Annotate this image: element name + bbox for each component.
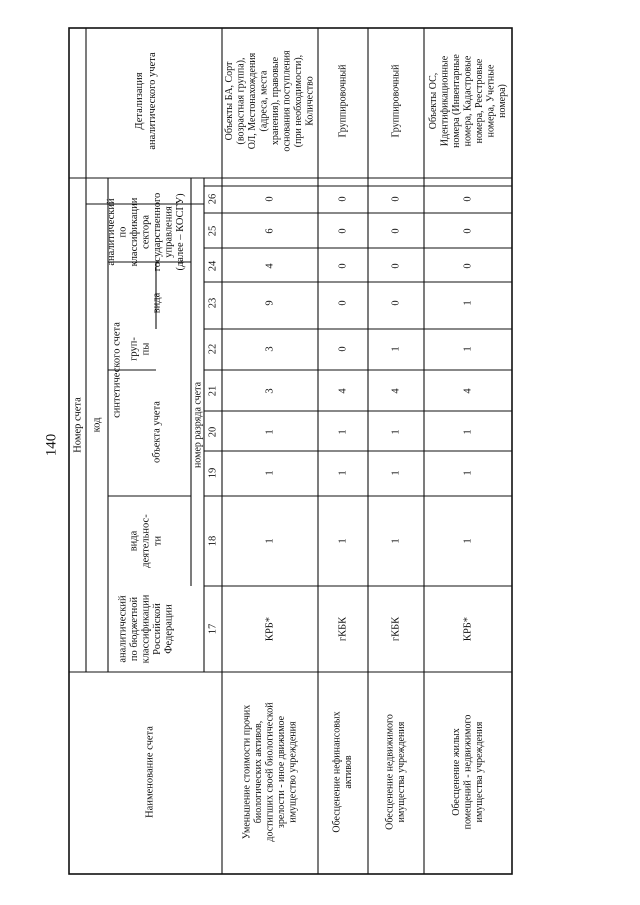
page-number: 140 bbox=[43, 433, 60, 457]
column-number: 23 bbox=[207, 297, 219, 309]
row-cell: 3 bbox=[264, 388, 276, 394]
row-cell: 1 bbox=[337, 470, 349, 476]
row-cell: 1 bbox=[462, 429, 474, 435]
column-number: 17 bbox=[207, 623, 219, 635]
row-detail: ОЛ, Местонахождения bbox=[247, 52, 259, 150]
table-row bbox=[332, 64, 355, 833]
header-kosgu-line: сектора bbox=[140, 214, 152, 250]
row-account-name: биологических активов, bbox=[252, 720, 264, 824]
header-detail-line: аналитического учета bbox=[146, 52, 158, 150]
row-cell: 4 bbox=[462, 388, 474, 394]
row-account-name: достигших своей биологической bbox=[264, 702, 276, 842]
row-detail: (при необходимости), bbox=[293, 54, 305, 148]
row-cell: 4 bbox=[337, 388, 349, 394]
row-cell: 6 bbox=[264, 228, 276, 234]
table-row bbox=[428, 54, 508, 830]
header-group bbox=[128, 337, 151, 361]
row-cell: гКБК bbox=[390, 616, 402, 642]
row-detail: номера, Кадастровые bbox=[462, 55, 474, 147]
row-cell: 1 bbox=[337, 429, 349, 435]
row-cell: гКБК bbox=[337, 616, 349, 642]
header-kosgu-line: аналитический bbox=[105, 198, 117, 266]
row-account-name: помещений - недвижимого bbox=[462, 714, 474, 830]
row-detail: основания поступления bbox=[281, 50, 293, 152]
row-cell: 0 bbox=[337, 300, 349, 306]
header-analytic-budget-line: классификации bbox=[140, 594, 152, 664]
row-cell: 0 bbox=[337, 228, 349, 234]
row-account-name: Обесценение недвижимого bbox=[384, 714, 396, 830]
row-cell: 0 bbox=[462, 228, 474, 234]
header-kosgu-line: государственного bbox=[151, 192, 163, 272]
row-cell: 4 bbox=[390, 388, 402, 394]
row-cell: 0 bbox=[390, 263, 402, 269]
row-cell: 0 bbox=[337, 346, 349, 352]
header-detail bbox=[134, 52, 158, 150]
row-cell: 1 bbox=[264, 538, 276, 544]
row-account-name: Обесценение нефинансовых bbox=[331, 711, 343, 833]
row-cell: 0 bbox=[462, 196, 474, 202]
column-number-row bbox=[207, 194, 218, 635]
header-activity-type-line: ти bbox=[152, 535, 164, 547]
header-digit-number: номер разряда счета bbox=[192, 381, 204, 469]
header-activity-type-line: деятельнос- bbox=[140, 514, 152, 568]
header-analytic-budget-line: по бюджетной bbox=[128, 596, 140, 662]
header-kind: вида bbox=[151, 292, 163, 314]
row-cell: 1 bbox=[337, 538, 349, 544]
header-detail-line: Детализация bbox=[133, 72, 145, 130]
row-detail: номера) bbox=[496, 84, 508, 118]
table-row bbox=[224, 50, 316, 842]
header-account-number: Номер счета bbox=[72, 397, 84, 453]
row-cell: КРБ* bbox=[264, 616, 276, 642]
header-synthetic: синтетического счета bbox=[111, 322, 123, 418]
row-account-name: имущество учреждения bbox=[287, 721, 299, 823]
header-group-line: груп- bbox=[128, 337, 140, 361]
table-row bbox=[385, 64, 408, 830]
row-cell: 1 bbox=[390, 346, 402, 352]
header-activity-type bbox=[128, 514, 163, 568]
row-cell: 1 bbox=[390, 429, 402, 435]
row-detail: Объекты БА, Сорт bbox=[224, 61, 236, 141]
row-cell: 1 bbox=[462, 470, 474, 476]
row-cell: 0 bbox=[462, 263, 474, 269]
row-cell: 0 bbox=[390, 196, 402, 202]
column-number: 20 bbox=[207, 426, 219, 438]
row-account-name: Обесценение жилых bbox=[450, 728, 462, 816]
row-cell: 9 bbox=[264, 300, 276, 306]
row-detail: (возрастная группа), bbox=[235, 57, 247, 145]
row-cell: 4 bbox=[264, 263, 276, 269]
row-detail: хранения), правовые bbox=[270, 56, 282, 146]
row-cell: 1 bbox=[462, 538, 474, 544]
row-detail: номера, Учетные bbox=[485, 64, 497, 138]
column-number: 19 bbox=[207, 467, 219, 479]
row-cell: 0 bbox=[264, 196, 276, 202]
row-detail: номера (Инвентарные bbox=[450, 54, 462, 148]
header-analytic-budget-line: Российской bbox=[151, 603, 163, 655]
row-cell: 1 bbox=[462, 346, 474, 352]
header-kosgu-line: (далее – КОСГУ) bbox=[174, 193, 186, 271]
row-detail: Группировочный bbox=[337, 64, 349, 138]
header-kosgu-line: по bbox=[117, 226, 129, 238]
row-detail: Объекты ОС, bbox=[427, 72, 439, 130]
column-number: 18 bbox=[207, 535, 219, 547]
header-group-line: пы bbox=[140, 342, 152, 356]
column-number: 24 bbox=[207, 260, 219, 272]
row-cell: 0 bbox=[337, 196, 349, 202]
row-account-name: активов bbox=[343, 755, 355, 789]
header-analytic-budget-line: Федерации bbox=[163, 604, 175, 654]
row-cell: 1 bbox=[390, 538, 402, 544]
header-activity-type-line: вида bbox=[128, 530, 140, 552]
row-account-name: Уменьшение стоимости прочих bbox=[241, 704, 253, 840]
row-cell: 1 bbox=[264, 470, 276, 476]
row-detail: Количество bbox=[304, 76, 316, 126]
column-number: 25 bbox=[207, 225, 219, 237]
row-cell: 0 bbox=[390, 300, 402, 306]
header-analytic-budget-line: аналитический bbox=[117, 595, 129, 663]
row-detail: (адреса, места bbox=[258, 70, 270, 132]
row-account-name: имущества учреждения bbox=[473, 721, 485, 823]
row-detail: номера, Реестровые bbox=[473, 58, 485, 144]
header-analytic-budget bbox=[117, 594, 174, 663]
column-number: 22 bbox=[207, 343, 219, 355]
row-cell: 1 bbox=[390, 470, 402, 476]
row-cell: 1 bbox=[462, 300, 474, 306]
header-kosgu-line: управления bbox=[163, 206, 175, 258]
row-detail: Группировочный bbox=[390, 64, 402, 138]
header-code: код bbox=[91, 417, 103, 433]
header-account-object: объекта учета bbox=[151, 401, 163, 463]
column-number: 26 bbox=[207, 193, 219, 205]
row-account-name: имущества учреждения bbox=[396, 721, 408, 823]
column-number: 21 bbox=[207, 385, 219, 397]
row-cell: 1 bbox=[264, 429, 276, 435]
row-cell: КРБ* bbox=[462, 616, 474, 642]
row-cell: 3 bbox=[264, 346, 276, 352]
table-body bbox=[224, 50, 508, 842]
row-account-name: зрелости - иное движимое bbox=[275, 715, 287, 829]
row-cell: 0 bbox=[390, 228, 402, 234]
row-cell: 0 bbox=[337, 263, 349, 269]
header-kosgu-line: классификации bbox=[128, 197, 140, 267]
row-detail: Идентификационные bbox=[439, 55, 451, 147]
header-account-name: Наименование счета bbox=[144, 726, 156, 818]
